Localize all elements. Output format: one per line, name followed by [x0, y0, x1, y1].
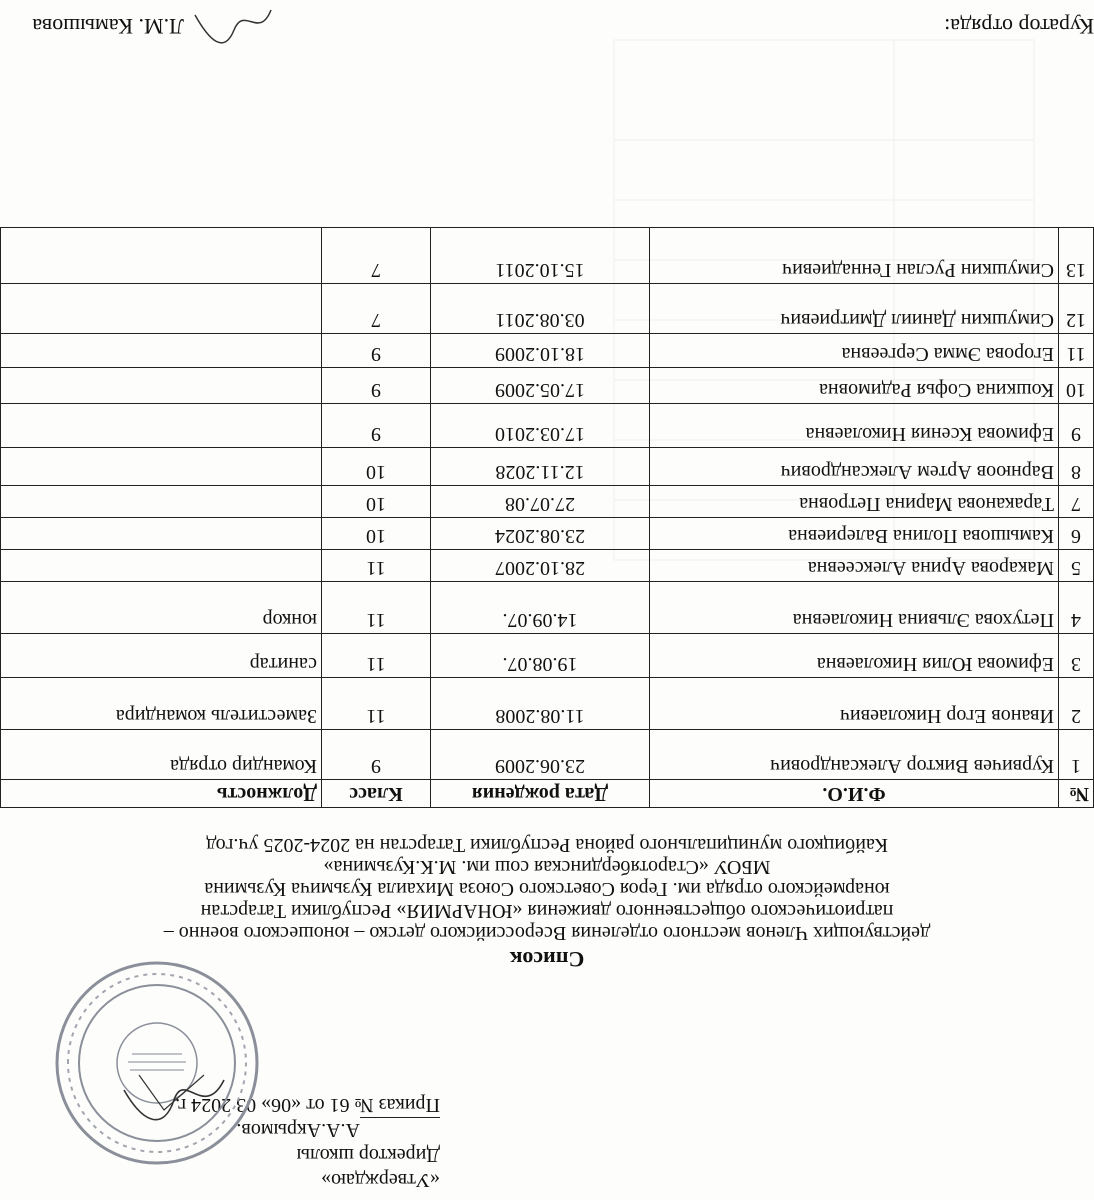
header-line-5: Кайбицкого муниципального района Республики Татарстан на 2024-2025 уч.год: [206, 834, 888, 856]
row-fio: Кошкина Софья Радимовна: [650, 368, 1059, 404]
row-number: 10: [1059, 368, 1094, 404]
table-row: [1, 334, 1094, 368]
document-header: [0, 834, 1094, 972]
row-class: 10: [322, 486, 431, 518]
approval-name: А.А.Акрымов.: [236, 1119, 360, 1141]
row-position: [1, 228, 322, 284]
row-fio: Петухова Эльвина Николаевна: [650, 582, 1059, 634]
table-row: [1, 550, 1094, 582]
order-day: «06»: [261, 1094, 302, 1116]
table-row: [1, 634, 1094, 678]
row-fio: Курвичев Виктор Александрович: [650, 730, 1059, 780]
row-number: 12: [1059, 284, 1094, 334]
table-row: [1, 582, 1094, 634]
row-birthdate: 17.05.2009: [431, 368, 650, 404]
row-class: 11: [322, 634, 431, 678]
row-class: 11: [322, 678, 431, 730]
row-class: 7: [322, 284, 431, 334]
row-fio: Тараканова Марина Петровна: [650, 486, 1059, 518]
row-fio: Иванов Егор Николаевич: [650, 678, 1059, 730]
row-fio: Ефимова Юлия Николаевна: [650, 634, 1059, 678]
row-birthdate: 19.08.07.: [431, 634, 650, 678]
row-class: 10: [322, 518, 431, 550]
curator-label: Куратор отряда:: [944, 14, 1094, 39]
row-birthdate: 23.08.2024: [431, 518, 650, 550]
row-birthdate: 12.11.2028: [431, 448, 650, 486]
row-birthdate: 03.08.2011: [431, 284, 650, 334]
row-class: 9: [322, 368, 431, 404]
table-body: [1, 228, 1094, 780]
row-birthdate: 23.06.2009: [431, 730, 650, 780]
row-class: 9: [322, 334, 431, 368]
row-number: 3: [1059, 634, 1094, 678]
row-number: 5: [1059, 550, 1094, 582]
curator-name: Л.М. Камышова: [32, 14, 184, 39]
order-prefix: Приказ №: [354, 1094, 440, 1116]
signature-line: [360, 1117, 440, 1136]
order-from: от: [306, 1094, 325, 1116]
table-row: [1, 730, 1094, 780]
row-birthdate: 14.09.07.: [431, 582, 650, 634]
table-row: [1, 486, 1094, 518]
order-year: 2024 г.: [175, 1094, 232, 1116]
table-row: [1, 678, 1094, 730]
header-position: Должность: [1, 780, 322, 808]
row-class: 9: [322, 730, 431, 780]
row-number: 9: [1059, 404, 1094, 448]
header-birthdate: Дата рождения: [431, 780, 650, 808]
row-position: [1, 368, 322, 404]
order-number: 61: [329, 1094, 350, 1116]
row-class: 11: [322, 582, 431, 634]
table-row: [1, 404, 1094, 448]
row-birthdate: 17.03.2010: [431, 404, 650, 448]
order-month: 03: [236, 1094, 257, 1116]
header-number: №: [1059, 780, 1094, 808]
row-birthdate: 18.10.2009: [431, 334, 650, 368]
row-position: [1, 518, 322, 550]
row-position: [1, 448, 322, 486]
header-fio: Ф.И.О.: [650, 780, 1059, 808]
row-fio: Симушкин Руслан Геннадиевич: [650, 228, 1059, 284]
row-fio: Ефимова Ксения Николаевна: [650, 404, 1059, 448]
row-birthdate: 15.10.2011: [431, 228, 650, 284]
row-fio: Камышова Полина Валериевна: [650, 518, 1059, 550]
header-line-2: патриотического общественного движения «ЮНАРМИЯ» Республики Татарстан: [200, 900, 894, 922]
row-fio: Макарова Арина Алексеевна: [650, 550, 1059, 582]
document-title: Список: [509, 947, 585, 972]
header-class: Класс: [322, 780, 431, 808]
header-line-4: МБОУ «Старотябердинская сош им. М.К.Кузьмина»: [323, 856, 771, 878]
row-class: 10: [322, 448, 431, 486]
table-header-row: [1, 780, 1094, 808]
row-birthdate: 28.10.2007: [431, 550, 650, 582]
table-row: [1, 228, 1094, 284]
row-position: Заместитель командира: [1, 678, 322, 730]
header-line-3: юнармейского отряда им. Героя Советского Союза Михаила Кузьмича Кузьмина: [204, 878, 890, 900]
row-number: 4: [1059, 582, 1094, 634]
row-fio: Симушкин Даниил Дмитриевич: [650, 284, 1059, 334]
row-birthdate: 27.07.08: [431, 486, 650, 518]
row-number: 11: [1059, 334, 1094, 368]
table-row: [1, 368, 1094, 404]
approval-heading: «Утверждаю»: [321, 1169, 440, 1191]
row-position: [1, 284, 322, 334]
row-number: 2: [1059, 678, 1094, 730]
row-number: 7: [1059, 486, 1094, 518]
row-position: [1, 334, 322, 368]
members-table: [0, 227, 1094, 808]
row-fio: Егорова Эмма Сергеевна: [650, 334, 1059, 368]
row-class: 7: [322, 228, 431, 284]
row-birthdate: 11.08.2008: [431, 678, 650, 730]
row-position: [1, 486, 322, 518]
row-fio: Варнюов Артем Александрович: [650, 448, 1059, 486]
row-position: санитар: [1, 634, 322, 678]
row-number: 1: [1059, 730, 1094, 780]
row-number: 8: [1059, 448, 1094, 486]
row-position: Командир отряда: [1, 730, 322, 780]
curator-signature-icon: [189, 0, 279, 45]
approval-position: Директор школы: [296, 1144, 440, 1166]
header-line-1: действующих Членов местного отделения Всероссийского детско – юношеского военно –: [163, 922, 931, 944]
table-row: [1, 284, 1094, 334]
table-row: [1, 518, 1094, 550]
row-class: 11: [322, 550, 431, 582]
row-class: 9: [322, 404, 431, 448]
table-row: [1, 448, 1094, 486]
director-signature-icon: [114, 1060, 234, 1130]
row-position: юнкор: [1, 582, 322, 634]
row-number: 13: [1059, 228, 1094, 284]
row-position: [1, 550, 322, 582]
row-position: [1, 404, 322, 448]
row-number: 6: [1059, 518, 1094, 550]
